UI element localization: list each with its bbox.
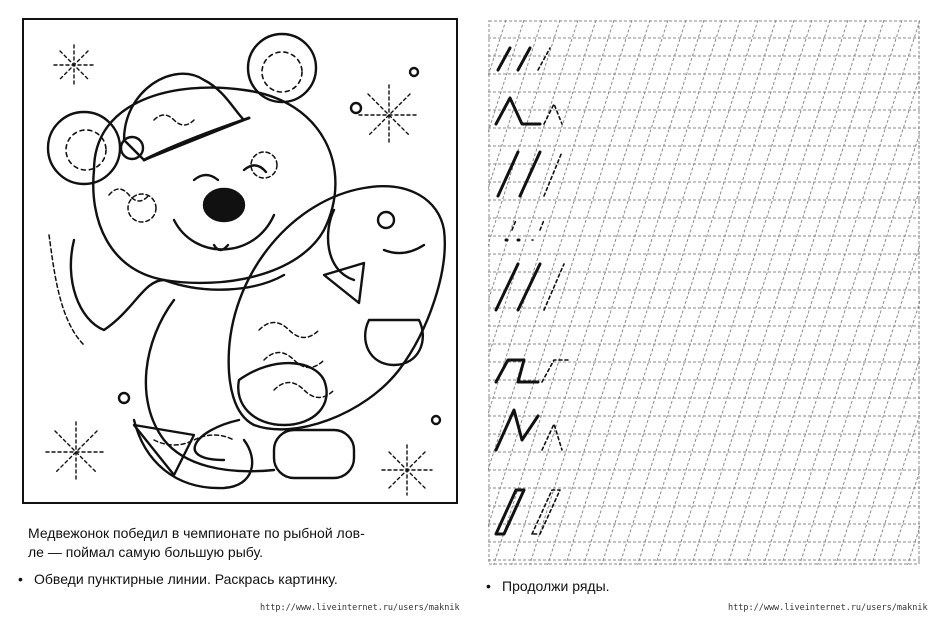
pattern-step-dashed	[542, 360, 568, 382]
bubble-icon	[119, 393, 129, 403]
task-left	[18, 570, 338, 588]
pattern-parallelogram-dashed	[532, 490, 560, 534]
pattern-zigzag	[496, 410, 538, 450]
bubble-icon	[351, 103, 361, 113]
source-url-left: http://www.liveinternet.ru/users/maknik	[260, 603, 460, 613]
pattern-dot-dashed	[512, 220, 544, 240]
coloring-picture-frame	[22, 18, 458, 504]
story-caption	[28, 524, 468, 562]
task-right	[486, 577, 610, 595]
pattern-tall-slash	[496, 264, 540, 310]
handwriting-grid	[488, 20, 920, 565]
snowflake-icon	[359, 85, 419, 145]
pattern-caret-dashed	[544, 104, 562, 124]
bear-with-fish-illustration	[24, 20, 456, 502]
bubble-icon	[432, 416, 440, 424]
task-left-text: Обведи пунктирные линии. Раскрась картинку.	[34, 571, 338, 587]
pattern-parallelogram	[496, 490, 524, 534]
caption-line-1: Медвежонок победил в чемпионате по рыбной лов-	[28, 525, 365, 541]
source-url-right: http://www.liveinternet.ru/users/maknik	[728, 603, 928, 613]
slanted-grid	[488, 20, 920, 565]
bullet-icon: •	[18, 571, 23, 587]
caption-line-2: ле — поймал самую большую рыбу.	[28, 544, 263, 560]
snowflake-icon	[46, 422, 106, 482]
snowflake-icon	[382, 445, 432, 495]
pattern-zigzag-dashed	[542, 424, 562, 450]
bubble-icon	[410, 68, 418, 76]
snowflake-icon	[54, 45, 94, 85]
pattern-slash-dashed	[538, 48, 550, 70]
bullet-icon: •	[486, 578, 491, 594]
task-right-text: Продолжи ряды.	[502, 578, 610, 594]
